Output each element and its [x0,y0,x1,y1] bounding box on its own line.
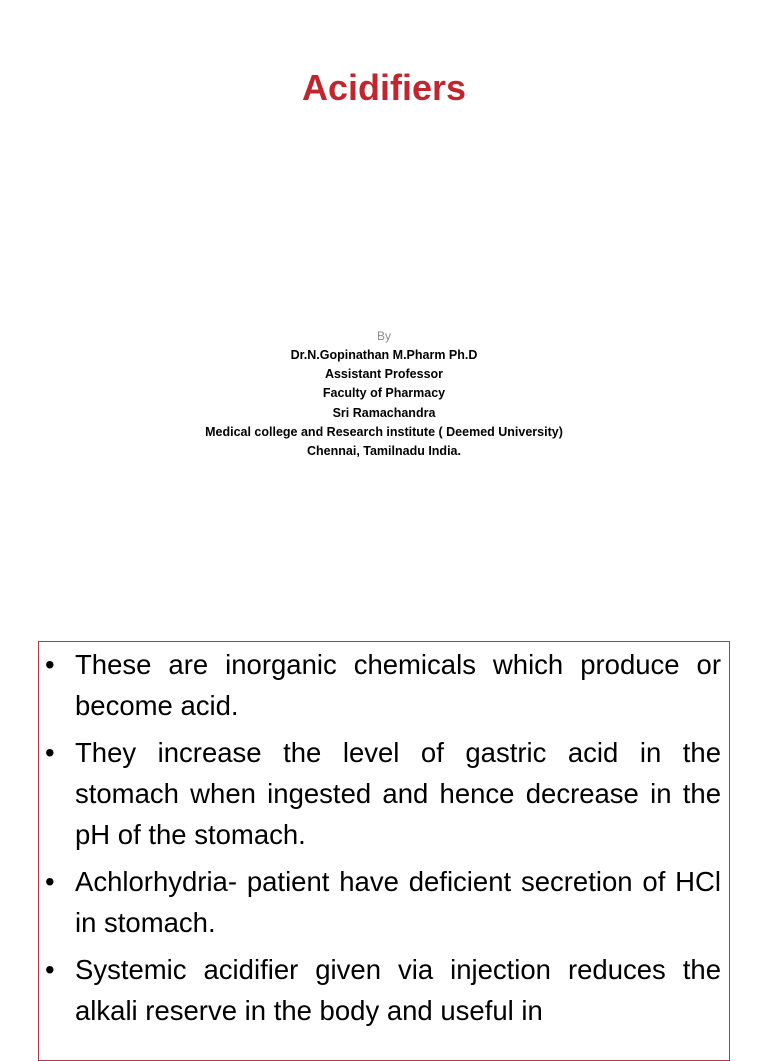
bullet-dot: • [45,649,55,680]
bullet-text: These are inorganic chemicals which produce or become acid. [75,649,721,721]
author-location: Chennai, Tamilnadu India. [307,444,461,459]
author-name: Dr.N.Gopinathan M.Pharm Ph.D [290,348,478,362]
bullet-item [45,644,721,726]
bullet-item [45,949,721,1031]
bullet-text: They increase the level of gastric acid in the stomach when ingested and hence decrease in the pH of the stomach. [75,737,721,850]
bullet-list [45,644,721,1037]
bullet-item [45,861,721,943]
bullet-dot: • [45,737,55,768]
by-label: By [376,329,391,343]
author-institution-full: Medical college and Research institute ( Deemed University) [205,424,563,439]
bullet-text: Systemic acidifier given via injection reduces the alkali reserve in the body and useful in [75,954,721,1026]
content-slide [38,641,730,1061]
author-credits [0,346,768,461]
bullet-text: Achlorhydria- patient have deficient secretion of HCl in stomach. [75,866,721,938]
bullet-dot: • [45,866,55,897]
bullet-dot: • [45,954,55,985]
bullet-item [45,732,721,855]
author-position: Assistant Professor [324,367,444,382]
author-institution: Sri Ramachandra [332,405,436,420]
slide-title: Acidifiers [301,67,467,108]
author-faculty: Faculty of Pharmacy [322,386,446,401]
